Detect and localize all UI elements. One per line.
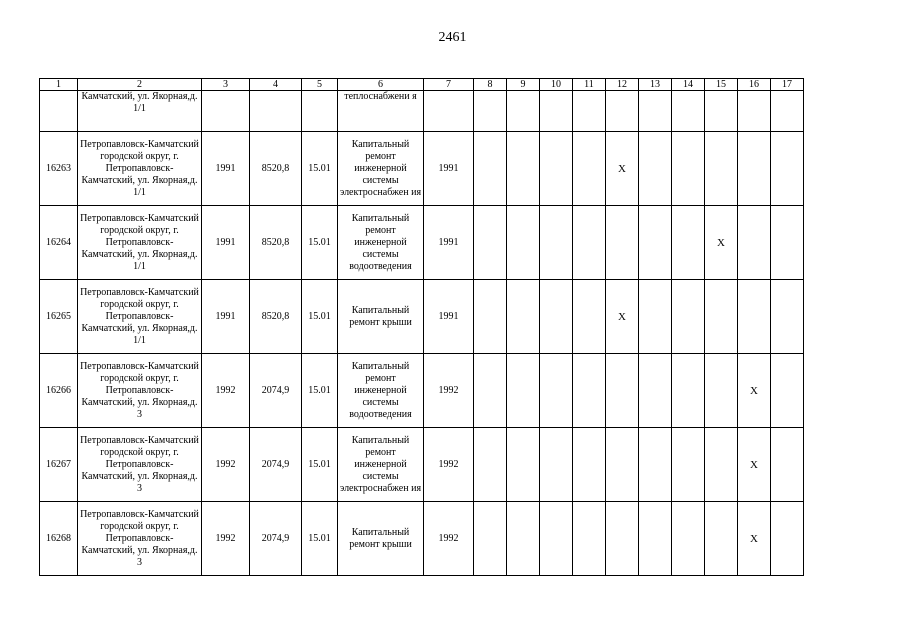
work-type-cell: Капитальный ремонт крыши (338, 502, 424, 576)
address-cell: Петропавловск-Камчатский городской округ, г. Петропавловск-Камчатский, ул. Якорная,д. 1/1 (78, 206, 202, 280)
mark-cell-16 (738, 132, 771, 206)
year-cell: 1992 (202, 354, 250, 428)
year-cell: 1991 (424, 280, 474, 354)
table-row (40, 206, 804, 280)
year-cell: 1992 (424, 354, 474, 428)
column-number: 12 (606, 79, 639, 91)
area-cell: 8520,8 (250, 132, 302, 206)
row-id-cell: 16263 (40, 132, 78, 206)
work-type-cell: теплоснабжени я (338, 91, 424, 132)
column-number: 6 (338, 79, 424, 91)
mark-cell-16: X (738, 428, 771, 502)
year-cell: 1992 (424, 428, 474, 502)
row-id-cell: 16267 (40, 428, 78, 502)
column-number: 7 (424, 79, 474, 91)
column-number: 4 (250, 79, 302, 91)
mark-cell-12 (606, 354, 639, 428)
mark-cell-12: X (606, 132, 639, 206)
address-cell: Петропавловск-Камчатский городской округ, г. Петропавловск-Камчатский, ул. Якорная,д. 3 (78, 502, 202, 576)
row-id-cell: 16265 (40, 280, 78, 354)
mark-cell-12 (606, 502, 639, 576)
area-cell: 8520,8 (250, 280, 302, 354)
address-cell: Петропавловск-Камчатский городской округ, г. Петропавловск-Камчатский, ул. Якорная,д. 3 (78, 354, 202, 428)
page-number: 2461 (438, 30, 467, 45)
column-number: 11 (573, 79, 606, 91)
work-type-cell: Капитальный ремонт инженерной системы электроснабжен ия (338, 428, 424, 502)
code-cell: 15.01 (302, 502, 338, 576)
table-row (40, 132, 804, 206)
address-cell: Петропавловск-Камчатский городской округ, г. Петропавловск-Камчатский, ул. Якорная,д. 3 (78, 428, 202, 502)
code-cell: 15.01 (302, 132, 338, 206)
mark-cell-16 (738, 206, 771, 280)
mark-cell-15: X (705, 206, 738, 280)
mark-cell-16: X (738, 354, 771, 428)
column-number: 3 (202, 79, 250, 91)
work-type-cell: Капитальный ремонт крыши (338, 280, 424, 354)
code-cell: 15.01 (302, 280, 338, 354)
row-id-cell: 16268 (40, 502, 78, 576)
address-cell: Петропавловск-Камчатский городской округ, г. Петропавловск-Камчатский, ул. Якорная,д. 1/1 (78, 132, 202, 206)
year-cell: 1991 (202, 132, 250, 206)
mark-cell-12 (606, 206, 639, 280)
column-number: 5 (302, 79, 338, 91)
table-row (40, 280, 804, 354)
year-cell: 1992 (424, 502, 474, 576)
mark-cell-16: X (738, 502, 771, 576)
column-number: 15 (705, 79, 738, 91)
area-cell: 2074,9 (250, 502, 302, 576)
area-cell: 2074,9 (250, 428, 302, 502)
continuation-row (40, 91, 804, 132)
mark-cell-15 (705, 280, 738, 354)
table-row (40, 502, 804, 576)
mark-cell-16 (738, 280, 771, 354)
column-number: 14 (672, 79, 705, 91)
row-id-cell: 16266 (40, 354, 78, 428)
row-id-cell: 16264 (40, 206, 78, 280)
table-row (40, 354, 804, 428)
mark-cell-12: X (606, 280, 639, 354)
year-cell: 1991 (202, 206, 250, 280)
column-number: 8 (474, 79, 507, 91)
code-cell: 15.01 (302, 354, 338, 428)
mark-cell-15 (705, 354, 738, 428)
address-cell: Камчатский, ул. Якорная,д. 1/1 (78, 91, 202, 132)
year-cell: 1991 (424, 132, 474, 206)
column-number: 13 (639, 79, 672, 91)
column-number: 1 (40, 79, 78, 91)
work-type-cell: Капитальный ремонт инженерной системы водоотведения (338, 206, 424, 280)
column-number: 2 (78, 79, 202, 91)
mark-cell-12 (606, 428, 639, 502)
mark-cell-15 (705, 428, 738, 502)
column-number: 9 (507, 79, 540, 91)
mark-cell-15 (705, 502, 738, 576)
repair-schedule-table (39, 78, 804, 576)
work-type-cell: Капитальный ремонт инженерной системы водоотведения (338, 354, 424, 428)
year-cell: 1991 (424, 206, 474, 280)
area-cell: 8520,8 (250, 206, 302, 280)
year-cell: 1992 (202, 428, 250, 502)
address-cell: Петропавловск-Камчатский городской округ, г. Петропавловск-Камчатский, ул. Якорная,д. 1/1 (78, 280, 202, 354)
area-cell: 2074,9 (250, 354, 302, 428)
code-cell: 15.01 (302, 428, 338, 502)
column-number: 10 (540, 79, 573, 91)
code-cell: 15.01 (302, 206, 338, 280)
work-type-cell: Капитальный ремонт инженерной системы электроснабжен ия (338, 132, 424, 206)
table-row (40, 428, 804, 502)
year-cell: 1991 (202, 280, 250, 354)
year-cell: 1992 (202, 502, 250, 576)
mark-cell-15 (705, 132, 738, 206)
column-number-row (40, 79, 804, 91)
column-number: 16 (738, 79, 771, 91)
column-number: 17 (771, 79, 804, 91)
